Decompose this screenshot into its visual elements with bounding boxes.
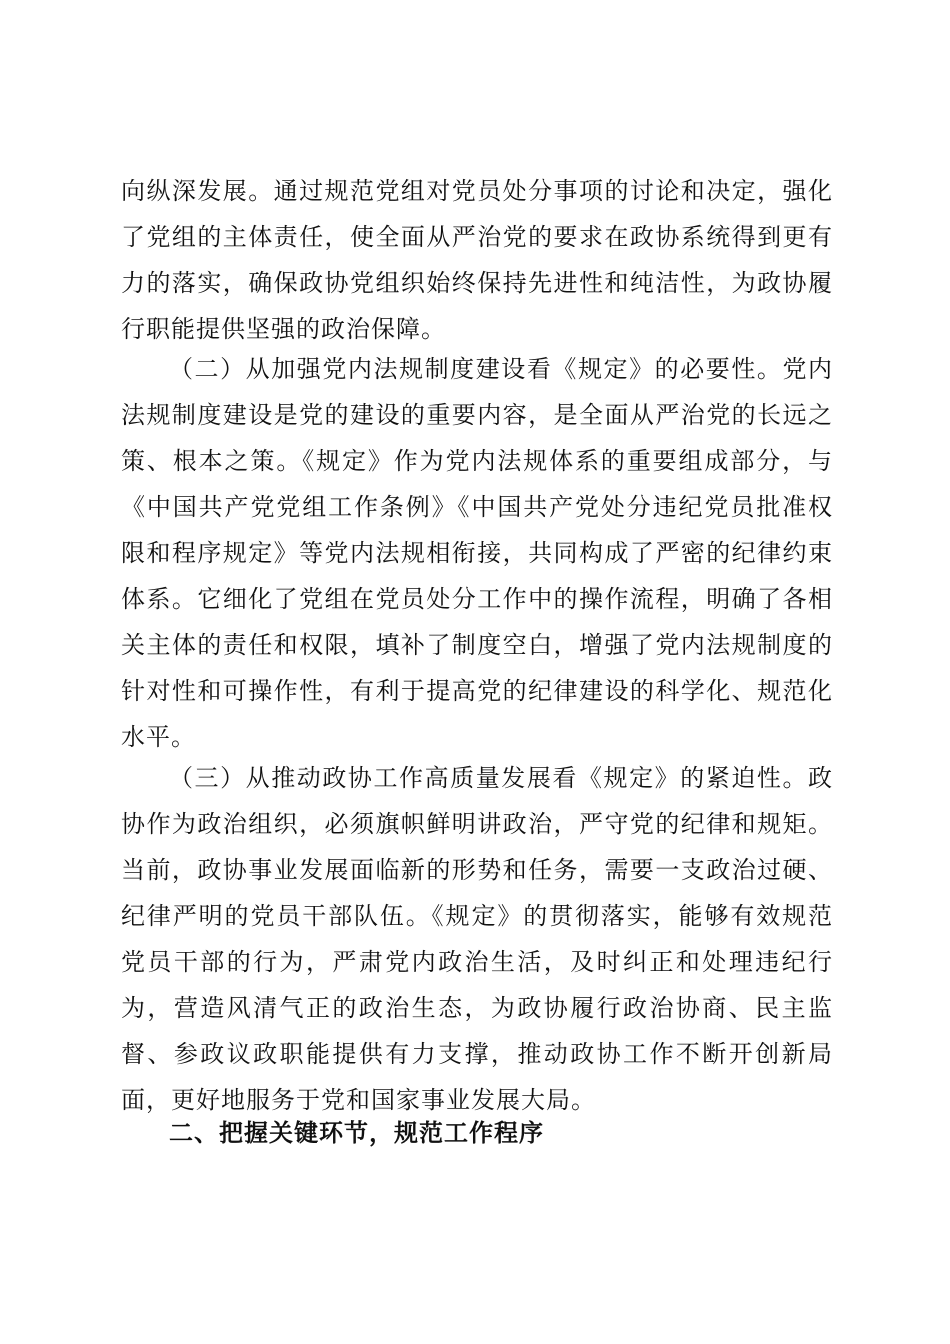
paragraph-necessity: （二）从加强党内法规制度建设看《规定》的必要性。党内法规制度建设是党的建设的重要内容，是全面从严治党的长远之策、根本之策。《规定》作为党内法规体系的重要组成部分，与《中国共产党党组工作条例》《中国共产党处分违纪党员批准权限和程序规定》等党内法规相衔接，共同构成了严密的纪律约束体系。它细化了党组在党员处分工作中的操作流程，明确了各相关主体的责任和权限，填补了制度空白，增强了党内法规制度的针对性和可操作性，有利于提高党的纪律建设的科学化、规范化水平。 — [121, 355, 833, 751]
section-heading: 二、把握关键环节，规范工作程序 — [169, 1118, 544, 1147]
paragraph-urgency: （三）从推动政协工作高质量发展看《规定》的紧迫性。政协作为政治组织，必须旗帜鲜明讲政治，严守党的纪律和规矩。当前，政协事业发展面临新的形势和任务，需要一支政治过硬、纪律严明的党员干部队伍。《规定》的贯彻落实，能够有效规范党员干部的行为，严肃党内政治生活，及时纠正和处理违纪行为，营造风清气正的政治生态，为政协履行政治协商、民主监督、参政议政职能提供有力支撑，推动政协工作不断开创新局面，更好地服务于党和国家事业发展大局。 — [121, 764, 833, 1114]
paragraph-continuation: 向纵深发展。通过规范党组对党员处分事项的讨论和决定，强化了党组的主体责任，使全面从严治党的要求在政协系统得到更有力的落实，确保政协党组织始终保持先进性和纯洁性，为政协履行职能提供坚强的政治保障。 — [121, 177, 833, 343]
